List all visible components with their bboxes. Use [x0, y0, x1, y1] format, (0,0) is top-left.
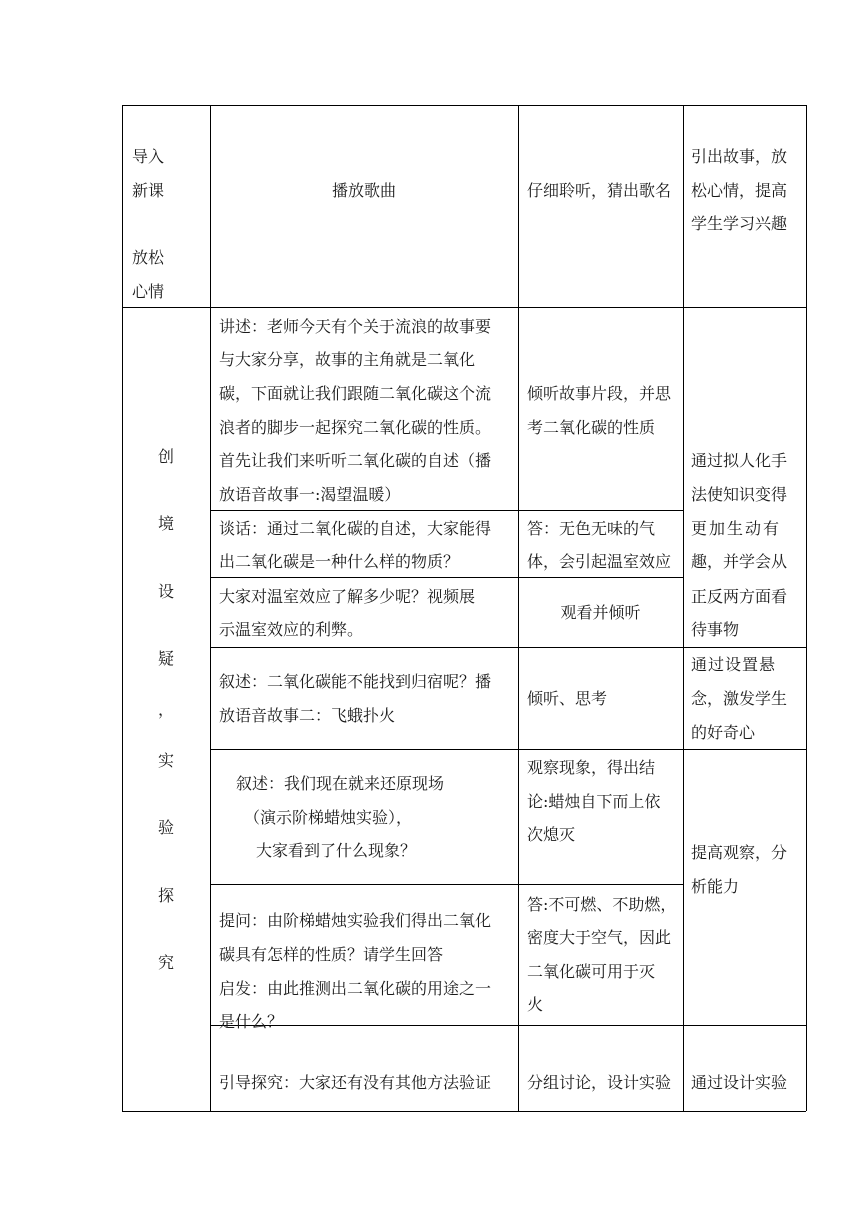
stage-char: 创	[157, 447, 174, 466]
stage-char: 设	[157, 582, 174, 601]
student-activity: 论:蜡烛自下而上依	[527, 792, 661, 811]
design-intent: 趣，并学会从	[691, 552, 788, 571]
teacher-activity: 放语音故事二：飞蛾扑火	[219, 706, 396, 725]
student-activity: 二氧化碳可用于灭	[527, 962, 656, 981]
stage-char: 疑	[157, 649, 174, 668]
student-activity: 体，会引起温室效应	[527, 552, 672, 571]
teacher-activity: 谈话：通过二氧化碳的自述，大家能得	[219, 519, 492, 538]
stage-char: 境	[157, 514, 174, 533]
teacher-activity: 示温室效应的利弊。	[219, 620, 364, 639]
design-intent: 念，激发学生	[691, 689, 788, 708]
student-activity: 分组讨论，设计实验	[527, 1073, 672, 1092]
grid-line	[683, 105, 684, 1111]
grid-line	[122, 307, 806, 308]
design-intent: 学生学习兴趣	[691, 214, 788, 233]
student-activity: 仔细聆听，猜出歌名	[527, 181, 672, 200]
teacher-activity: （演示阶梯蜡烛实验），	[244, 808, 413, 827]
teacher-activity: 碳具有怎样的性质？请学生回答	[219, 945, 444, 964]
student-activity: 倾听故事片段，并思	[527, 384, 672, 403]
design-intent: 提高观察，分	[691, 843, 788, 862]
teacher-activity: 出二氧化碳是一种什么样的物质？	[219, 552, 460, 571]
teacher-activity: 播放歌曲	[331, 181, 396, 200]
teacher-activity: 浪者的脚步一起探究二氧化碳的性质。	[219, 418, 492, 437]
student-activity: 火	[527, 995, 544, 1014]
teacher-activity: 碳，下面就让我们跟随二氧化碳这个流	[219, 384, 492, 403]
grid-line	[806, 105, 807, 1111]
stage-char: 实	[157, 751, 174, 770]
teacher-activity: 大家看到了什么现象？	[256, 841, 417, 860]
student-activity: 答：无色无味的气	[527, 519, 656, 538]
teacher-activity: 提问：由阶梯蜡烛实验我们得出二氧化	[219, 911, 492, 930]
design-intent: 引出故事，放	[691, 147, 788, 166]
stage-label: 放松	[132, 248, 165, 267]
teacher-activity: 启发：由此推测出二氧化碳的用途之一	[219, 979, 492, 998]
teacher-activity: 讲述：老师今天有个关于流浪的故事要	[219, 317, 492, 336]
design-intent: 通过设计实验	[691, 1073, 788, 1092]
teacher-activity: 大家对温室效应了解多少呢？视频展	[219, 587, 476, 606]
design-intent: 通过设置悬	[691, 655, 777, 674]
teacher-activity: 是什么？	[219, 1012, 284, 1031]
student-activity: 答:不可燃、不助燃，	[527, 895, 677, 914]
stage-label: 心情	[132, 282, 165, 301]
stage-label: 新课	[132, 181, 165, 200]
design-intent: 通过拟人化手	[691, 451, 788, 470]
student-activity: 次熄灭	[527, 825, 576, 844]
student-activity: 观看并倾听	[560, 603, 641, 622]
design-intent: 待事物	[691, 620, 740, 639]
teacher-activity: 首先让我们来听听二氧化碳的自述（播	[219, 451, 492, 470]
grid-line	[210, 1025, 806, 1026]
grid-line	[210, 105, 211, 1111]
grid-line	[122, 1111, 806, 1112]
stage-char: 验	[157, 818, 174, 837]
teacher-activity: 引导探究：大家还有没有其他方法验证	[219, 1073, 492, 1092]
stage-char: 探	[157, 886, 174, 905]
teacher-activity: 叙述：二氧化碳能不能找到归宿呢？播	[219, 672, 492, 691]
design-intent: 更加生动有	[691, 519, 782, 538]
design-intent: 法使知识变得	[691, 485, 788, 504]
student-activity: 密度大于空气，因此	[527, 928, 672, 947]
stage-char: ，	[157, 700, 174, 719]
student-activity: 观察现象，得出结	[527, 758, 656, 777]
teacher-activity: 与大家分享，故事的主角就是二氧化	[219, 350, 476, 369]
grid-line	[122, 105, 806, 106]
stage-char: 究	[157, 953, 174, 972]
student-activity: 倾听、思考	[527, 689, 608, 708]
grid-line	[210, 884, 683, 885]
design-intent: 的好奇心	[691, 723, 756, 742]
design-intent: 析能力	[691, 877, 740, 896]
stage-label: 导入	[132, 147, 165, 166]
design-intent: 松心情，提高	[691, 181, 788, 200]
student-activity: 考二氧化碳的性质	[527, 418, 656, 437]
teacher-activity: 放语音故事一:渴望温暖）	[219, 485, 401, 504]
teacher-activity: 叙述：我们现在就来还原现场	[236, 774, 445, 793]
design-intent: 正反两方面看	[691, 587, 788, 606]
